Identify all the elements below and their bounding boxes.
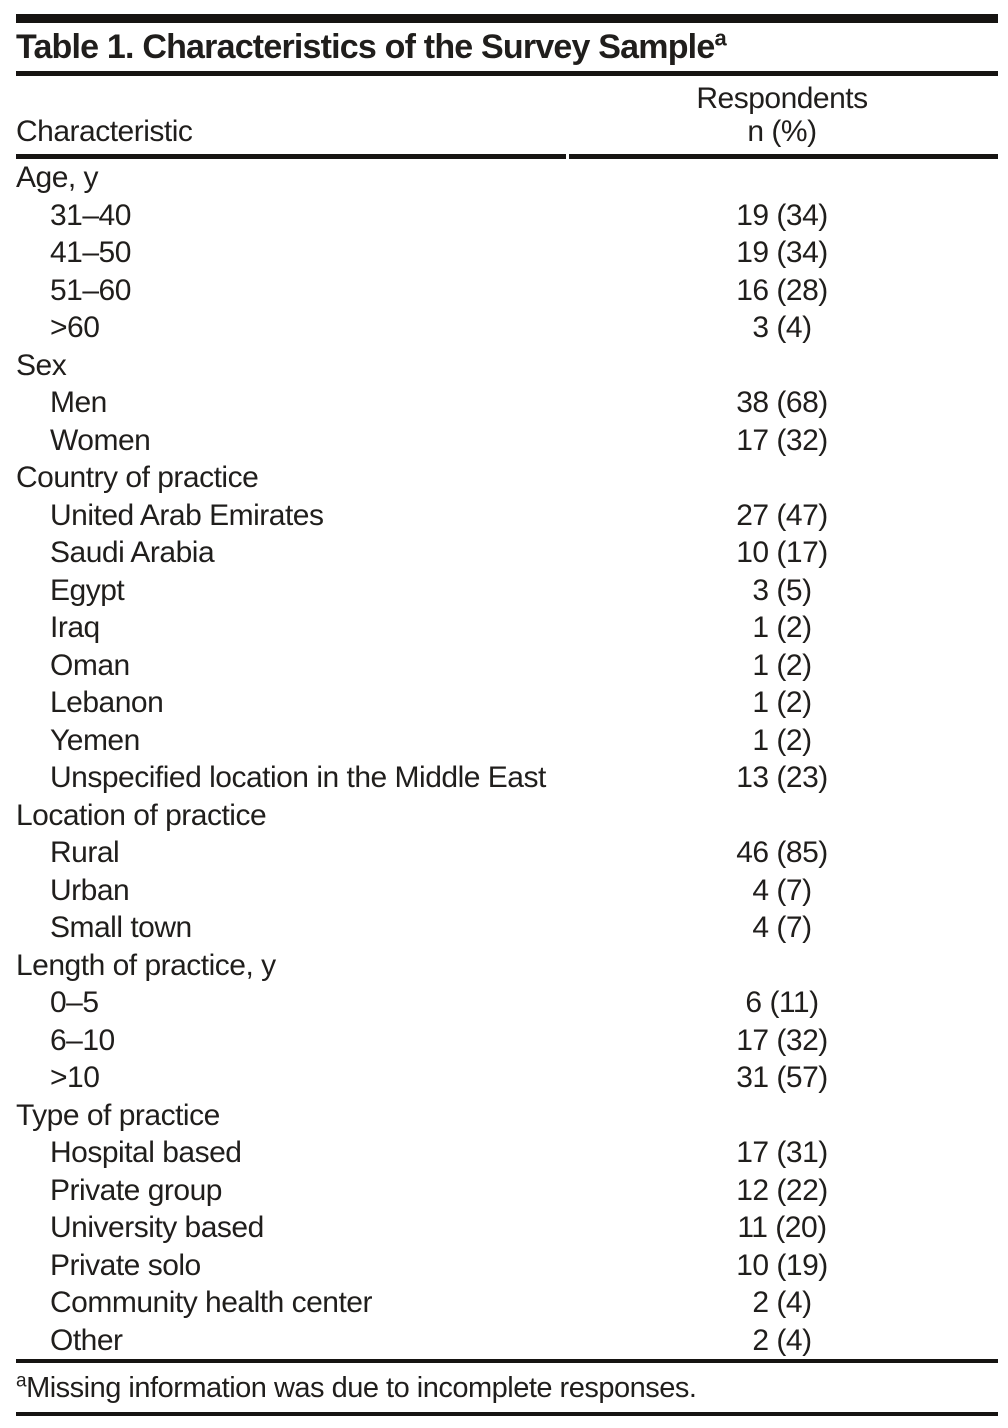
table-footnote — [16, 1369, 697, 1404]
section-label: Location of practice — [16, 798, 267, 832]
column-header-row — [16, 76, 998, 154]
row-label: Iraq — [50, 611, 100, 644]
row-value: 10 (19) — [736, 1248, 828, 1282]
row-label: Lebanon — [50, 686, 164, 719]
table-1-survey-sample — [16, 0, 998, 1416]
table-row — [16, 872, 998, 910]
row-label: Men — [50, 386, 107, 419]
row-label: University based — [50, 1211, 264, 1244]
row-label: Urban — [50, 873, 130, 907]
row-value — [566, 797, 998, 835]
table-row — [16, 1284, 998, 1322]
row-value: 17 (32) — [736, 423, 828, 457]
top-rule — [16, 14, 998, 23]
row-value: 46 (85) — [736, 836, 828, 869]
table-row — [16, 422, 998, 460]
row-value — [566, 347, 998, 385]
table-row — [16, 1059, 998, 1097]
row-label: 0–5 — [50, 986, 99, 1019]
footnote-superscript: a — [16, 1369, 27, 1391]
title-band — [16, 23, 998, 71]
row-value: 11 (20) — [737, 1211, 827, 1244]
row-value — [566, 459, 998, 497]
row-value: 6 (11) — [745, 986, 819, 1019]
table-row — [16, 1134, 998, 1172]
section-row-age — [16, 159, 998, 197]
section-row-sex — [16, 347, 998, 385]
row-value: 17 (32) — [736, 1023, 828, 1057]
section-label: Length of practice, y — [16, 948, 276, 982]
row-label: Private solo — [50, 1248, 201, 1282]
row-value: 19 (34) — [736, 198, 828, 232]
row-label: Small town — [50, 911, 192, 944]
row-label: 31–40 — [50, 198, 131, 232]
row-value: 2 (4) — [752, 1323, 812, 1357]
section-label: Sex — [16, 348, 67, 382]
table-row — [16, 1322, 998, 1360]
section-label: Type of practice — [16, 1098, 220, 1132]
section-row-country-of-practice — [16, 459, 998, 497]
row-label: Hospital based — [50, 1136, 242, 1169]
table-row — [16, 909, 998, 947]
table-row — [16, 609, 998, 647]
row-label: 41–50 — [50, 236, 131, 269]
page-title — [16, 25, 726, 66]
row-value: 4 (7) — [752, 911, 812, 944]
row-value: 3 (4) — [752, 311, 812, 344]
row-label: Oman — [50, 648, 130, 682]
row-label: Yemen — [50, 723, 140, 757]
header-rule — [16, 154, 998, 159]
table-row — [16, 497, 998, 535]
section-row-location-of-practice — [16, 797, 998, 835]
title-superscript: a — [714, 25, 726, 51]
table-row — [16, 759, 998, 797]
row-label: 51–60 — [50, 273, 131, 307]
table-row — [16, 197, 998, 235]
footnote-band — [16, 1363, 998, 1412]
row-value — [566, 947, 998, 985]
table-row — [16, 984, 998, 1022]
column-header-characteristic: Characteristic — [16, 115, 193, 148]
row-value: 2 (4) — [752, 1286, 812, 1319]
row-value: 16 (28) — [736, 273, 828, 307]
column-header-respondents — [566, 82, 998, 154]
table-row — [16, 534, 998, 572]
row-label: Egypt — [50, 573, 125, 607]
table-row — [16, 272, 998, 310]
row-value — [566, 1097, 998, 1135]
row-value: 4 (7) — [752, 873, 812, 907]
table-row — [16, 722, 998, 760]
title-text: Table 1. Characteristics of the Survey Sample — [16, 28, 715, 66]
footnote-text: Missing information was due to incomplete responses. — [26, 1371, 697, 1404]
section-row-type-of-practice — [16, 1097, 998, 1135]
row-value: 1 (2) — [752, 611, 812, 644]
row-value: 10 (17) — [736, 536, 828, 569]
row-label: United Arab Emirates — [50, 498, 324, 532]
row-label: Other — [50, 1323, 123, 1357]
row-value: 1 (2) — [752, 648, 812, 682]
section-label: Country of practice — [16, 461, 259, 494]
characteristics-table — [16, 159, 998, 1359]
bottom-rule — [16, 1412, 998, 1416]
row-label: 6–10 — [50, 1023, 115, 1057]
column-header-respondents-line2: n (%) — [747, 115, 817, 148]
row-label: Private group — [50, 1173, 222, 1207]
table-row — [16, 647, 998, 685]
row-value: 19 (34) — [736, 236, 828, 269]
table-row — [16, 1247, 998, 1285]
section-label: Age, y — [16, 161, 99, 194]
table-row — [16, 384, 998, 422]
row-label: Women — [50, 423, 151, 457]
row-value: 3 (5) — [752, 573, 812, 607]
table-row — [16, 684, 998, 722]
table-row — [16, 1022, 998, 1060]
table-row — [16, 1172, 998, 1210]
header-rule-left-segment — [16, 154, 566, 159]
section-row-length-of-practice — [16, 947, 998, 985]
row-value: 1 (2) — [752, 723, 812, 757]
row-value: 31 (57) — [736, 1061, 828, 1094]
row-value: 17 (31) — [736, 1136, 828, 1169]
row-value: 27 (47) — [736, 498, 828, 532]
table-row — [16, 1209, 998, 1247]
row-label: Saudi Arabia — [50, 536, 215, 569]
table-row — [16, 234, 998, 272]
table-row — [16, 309, 998, 347]
row-value: 38 (68) — [736, 386, 828, 419]
row-label: Community health center — [50, 1286, 372, 1319]
row-value: 1 (2) — [752, 686, 812, 719]
row-value — [566, 159, 998, 197]
table-row — [16, 834, 998, 872]
header-rule-right-segment — [569, 154, 998, 159]
row-value: 13 (23) — [736, 761, 828, 794]
characteristics-table-body — [16, 159, 998, 1359]
column-header-respondents-line1: Respondents — [696, 82, 868, 115]
row-label: >10 — [50, 1061, 100, 1094]
row-value: 12 (22) — [736, 1173, 828, 1207]
row-label: Unspecified location in the Middle East — [50, 761, 546, 794]
row-label: Rural — [50, 836, 120, 869]
table-row — [16, 572, 998, 610]
row-label: >60 — [50, 311, 100, 344]
